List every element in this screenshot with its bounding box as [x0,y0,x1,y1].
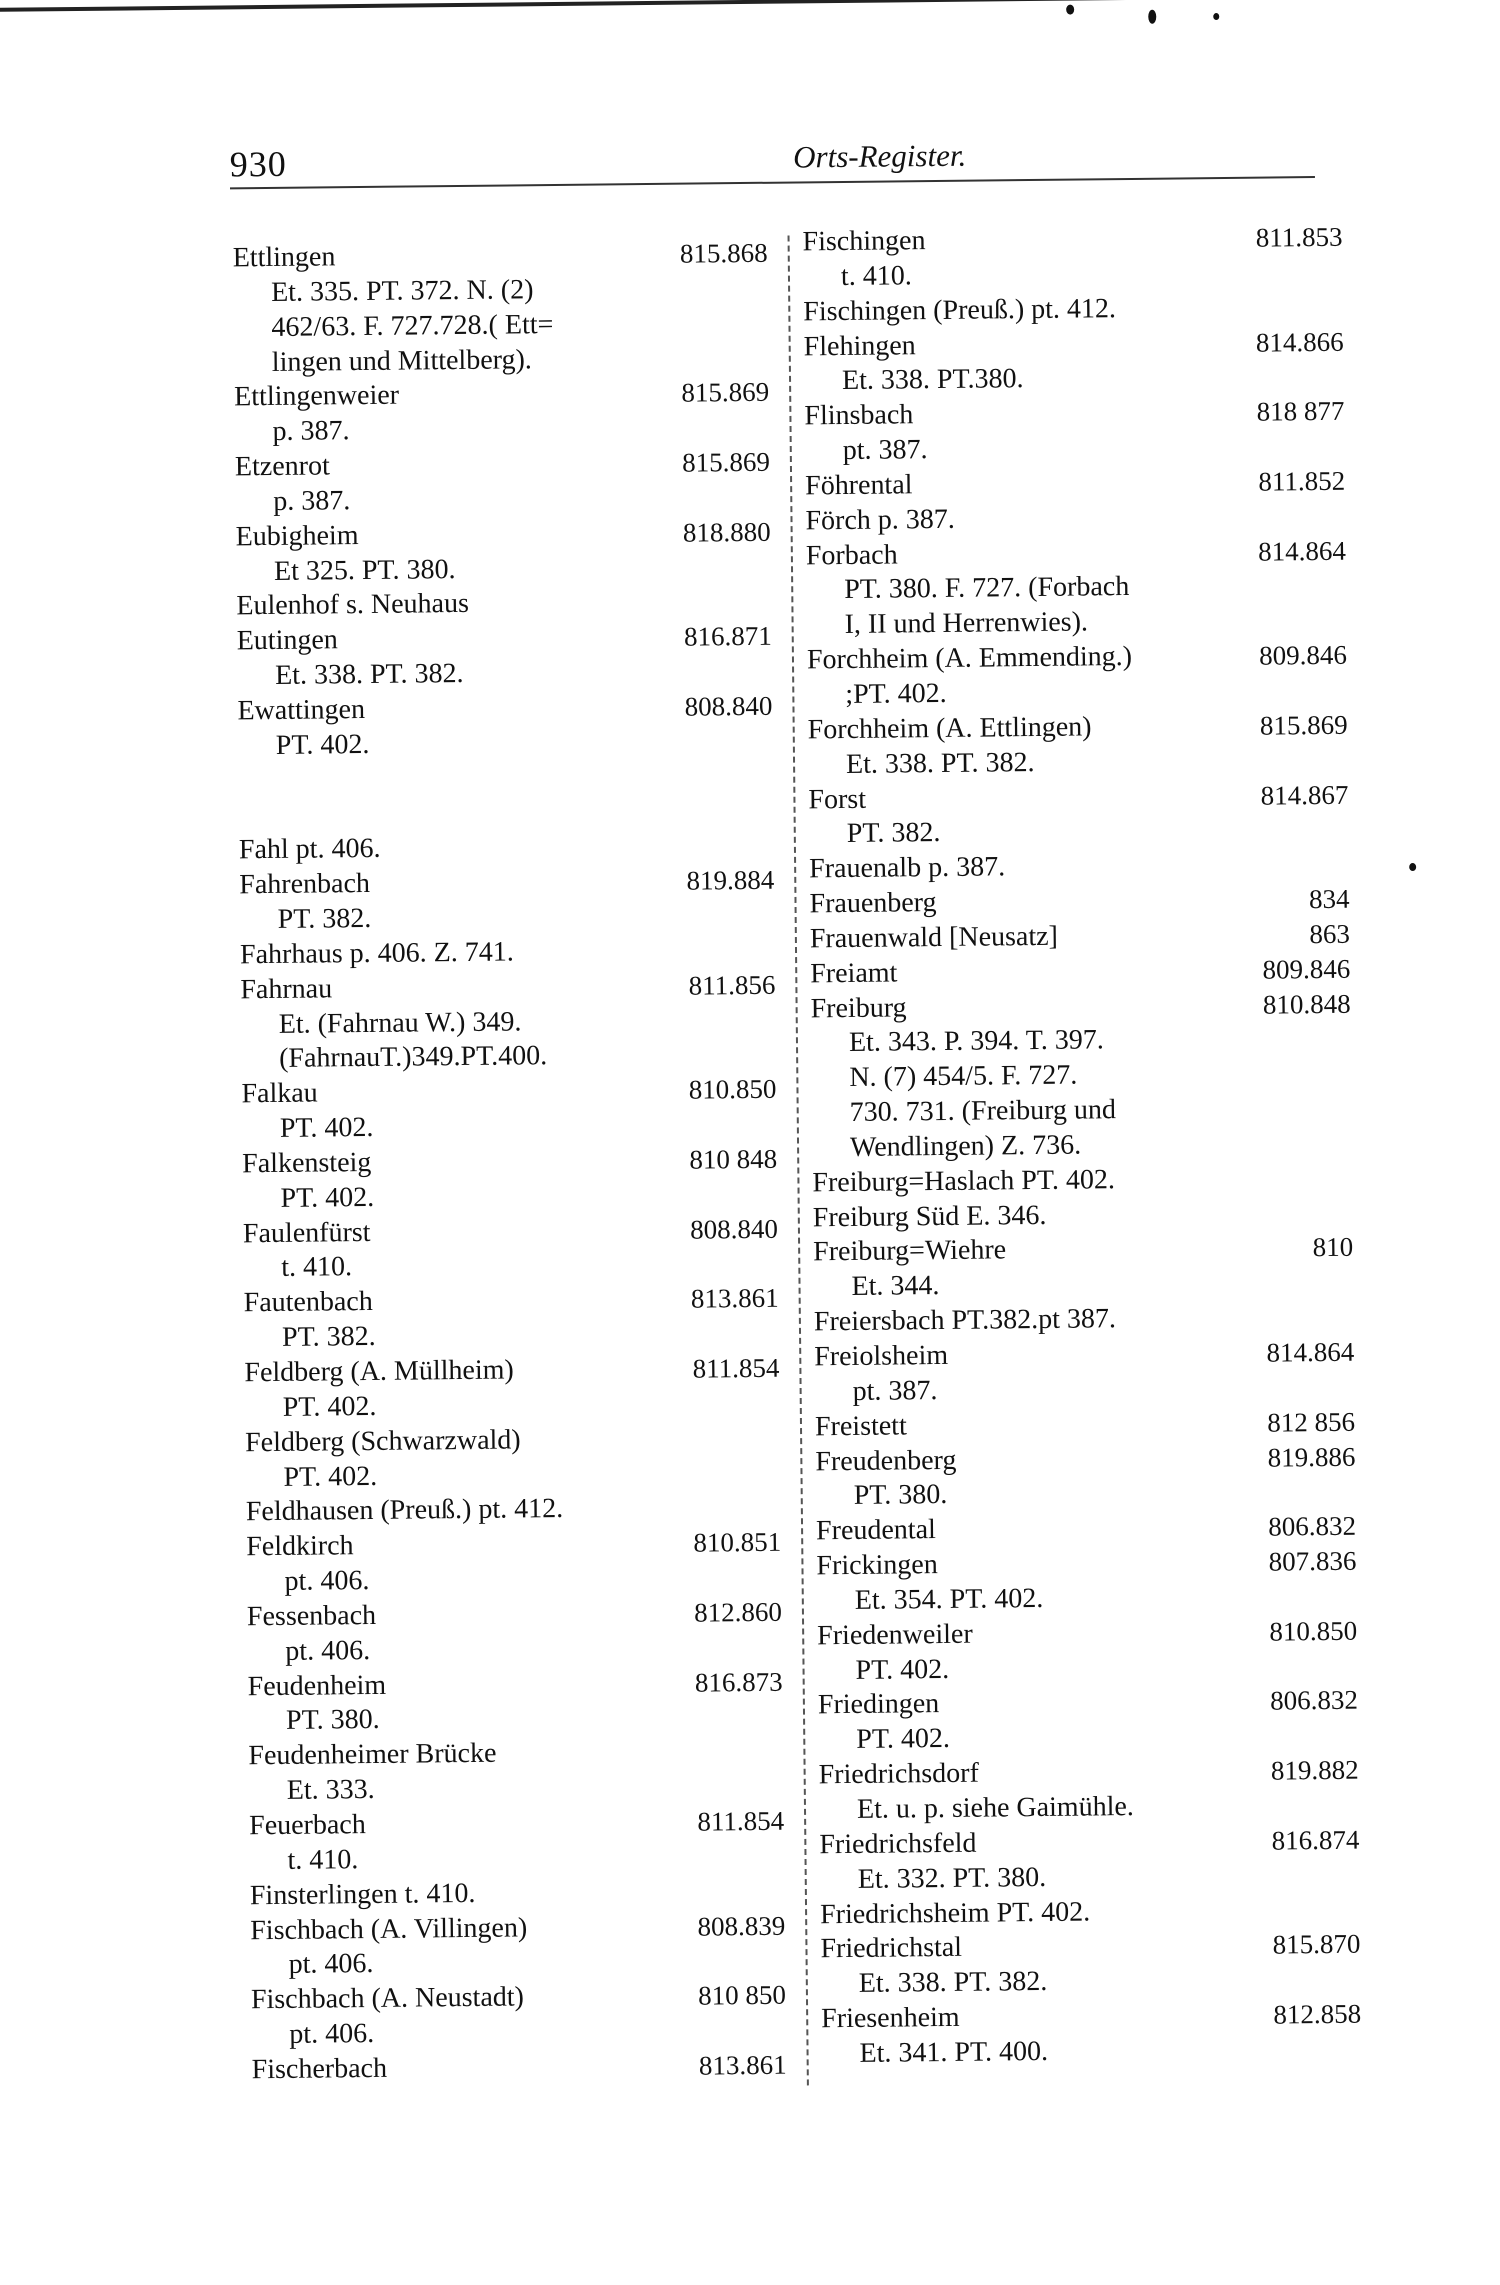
entry-text: Eutingen [236,624,338,657]
entry-page-numbers: 815.869 [1259,709,1348,741]
entry-text: pt. 406. [289,2018,375,2050]
entry-text: Freiburg [810,991,907,1024]
entry-detail-line [819,1788,1359,1828]
scan-edge [0,0,1488,12]
entry-page-numbers: 814.864 [1257,535,1347,567]
right-column [802,220,1361,2072]
entry-page-numbers: 816.874 [1271,1824,1360,1856]
entry-detail-line [248,1699,783,1739]
page-number: 930 [229,143,287,185]
entry-detail-line [239,898,774,938]
index-entry [808,777,1348,817]
entry-text: Forchheim (A. Emmending.) [806,641,1133,676]
index-entry [810,951,1350,991]
entry-detail-line [821,1962,1361,2002]
entry-page-numbers: 811.854 [697,1805,785,1837]
entry-page-numbers: 816.871 [683,621,772,652]
entry-text: Flinsbach [804,399,914,432]
entry-text: Faulenfürst [242,1216,371,1249]
entry-text: Frauenalb p. 387. [809,851,1006,885]
entry-text: PT. 402. [283,1460,378,1493]
index-entry [807,638,1347,678]
entry-text: Eubigheim [235,519,359,553]
index-entry [816,1509,1356,1549]
entry-page-numbers: 811.856 [688,969,776,1001]
index-entry [803,289,1343,329]
scan-speck [1409,863,1416,871]
entry-text: Falkensteig [242,1146,372,1180]
entry-text: p. 387. [273,485,351,517]
entry-text: Förch p. 387. [805,503,955,537]
left-column [233,236,787,2088]
entry-page-numbers: 808.840 [690,1213,779,1245]
index-entry [240,967,775,1007]
entry-page-numbers: 863 [1309,918,1351,950]
entry-text: Et. (Fahrnau W.) 349. [278,1005,522,1040]
entry-page-numbers: 815.869 [681,446,771,478]
entry-text: t. 410. [840,260,912,292]
entry-page-numbers: 810.848 [1262,988,1351,1020]
entry-text: Finsterlingen t. 410. [249,1877,476,1911]
entry-text: Falkau [241,1077,318,1110]
header-rule [230,176,1315,189]
index-entry [250,1873,785,1913]
entry-text: Et. 338. PT. 382. [845,746,1035,780]
index-entry [248,1664,783,1704]
index-entry [813,1195,1353,1235]
entry-page-numbers: 815.868 [679,237,768,269]
index-entry [815,1439,1355,1479]
entry-text: Friedrichsfeld [819,1827,977,1861]
entry-text: Forchheim (A. Ettlingen) [807,711,1092,746]
entry-text: Eulenhof s. Neuhaus [236,588,470,622]
entry-page-numbers: 806.832 [1269,1685,1359,1717]
index-entry [817,1613,1357,1653]
index-entry [809,882,1349,922]
entry-text: Frickingen [816,1549,938,1582]
index-entry [234,375,769,415]
index-entry [812,1160,1352,1200]
entry-text: Freiburg Süd E. 346. [812,1199,1047,1233]
entry-text: PT. 380. [853,1479,948,1512]
entry-page-numbers: 819.884 [686,864,775,896]
entry-text: Freiolsheim [814,1339,949,1373]
entry-text: Feudenheimer Brücke [248,1737,497,1772]
entry-detail-line [242,1176,777,1216]
entry-text: Flehingen [803,329,916,362]
index-entry [250,1908,785,1948]
entry-detail-line [237,654,772,694]
entry-text: Ettlingenweier [234,380,400,413]
entry-page-numbers: 812.858 [1273,1998,1362,2030]
entry-text: Et. 332. PT. 380. [857,1861,1047,1895]
entry-page-numbers: 811.854 [692,1352,780,1384]
entry-text: pt. 406. [284,1565,370,1597]
entry-detail-line [811,1021,1351,1061]
index-entry [241,1072,776,1112]
index-entry [235,515,770,555]
entry-text: t. 410. [281,1251,353,1284]
entry-text: PT. 382. [281,1321,376,1354]
entry-page-numbers: 814.866 [1255,326,1344,358]
entry-detail-line [807,673,1347,713]
entry-text: PT. 402. [855,1653,950,1686]
entry-page-numbers: 810 [1312,1232,1354,1263]
entry-text: Fessenbach [246,1599,377,1633]
entry-detail-line [811,1056,1351,1096]
entry-text: 730. 731. (Freiburg und [849,1094,1117,1129]
entry-text: p. 387. [272,415,350,448]
entry-detail-line [245,1386,780,1426]
entry-text: PT. 382. [846,817,941,850]
entry-detail-line [803,255,1343,295]
index-entry [238,758,773,798]
entry-text: Et 325. PT. 380. [273,553,456,587]
entry-text: Feldberg (A. Müllheim) [244,1354,514,1389]
entry-text: Forbach [805,539,898,571]
entry-text: pt. 406. [285,1634,371,1667]
index-entry [802,220,1342,260]
entry-detail-line [249,1769,784,1809]
entry-text: Feuerbach [248,1809,366,1842]
entry-text: Fahrhaus p. 406. Z. 741. [239,936,514,971]
scan-speck [1066,5,1074,15]
entry-text: Friedrichstal [820,1932,963,1965]
entry-text: 462/63. F. 727.728.( Ett= [271,308,554,343]
index-entry [804,394,1344,434]
entry-text: Feldhausen (Preuß.) pt. 412. [245,1493,564,1528]
entry-text: Friedrichsheim PT. 402. [819,1895,1091,1930]
entry-page-numbers: 806.832 [1268,1510,1357,1542]
entry-text: lingen und Mittelberg). [271,343,532,378]
entry-text: Et. 333. [286,1774,375,1807]
entry-detail-line [806,603,1346,643]
entry-detail-line [244,1316,779,1356]
entry-page-numbers: 815.869 [681,377,770,409]
index-entry [246,1490,781,1530]
index-entry [237,689,772,729]
entry-text: Ettlingen [232,241,336,274]
entry-page-numbers: 814.864 [1266,1336,1355,1368]
index-entry [808,708,1348,748]
entry-text: Föhrental [804,469,913,502]
index-entry [805,464,1345,504]
entry-detail-line [249,1838,784,1878]
entry-page-numbers: 808.840 [684,690,773,722]
entry-page-numbers: 834 [1308,883,1350,915]
entry-text: N. (7) 454/5. F. 727. [849,1059,1078,1094]
entry-detail-line [245,1455,780,1495]
index-entry [252,2048,787,2088]
entry-page-numbers: 816.873 [694,1666,783,1698]
entry-text: Et. 343. P. 394. T. 397. [848,1024,1105,1059]
entry-text: PT. 382. [277,902,372,935]
entry-text: Freistett [814,1410,907,1443]
index-entry [809,847,1349,887]
scan-speck [1213,13,1219,20]
entry-page-numbers: 808.839 [697,1910,786,1942]
entry-page-numbers: 810.851 [693,1526,782,1558]
entry-text: Freiamt [810,957,898,990]
entry-detail-line [818,1718,1358,1758]
entry-text: Freiersbach PT.382.pt 387. [813,1303,1117,1338]
index-entry [818,1753,1358,1793]
entry-text: Fischerbach [251,2052,388,2086]
entry-text: PT. 402. [280,1181,375,1214]
entry-detail-line [246,1560,781,1600]
entry-text: pt. 387. [842,434,928,467]
index-entry [247,1595,782,1635]
index-entry [820,1927,1360,1967]
entry-text: Feudenheim [247,1669,387,1702]
entry-text: Frauenwald [Neusatz] [809,920,1059,955]
entry-detail-line [813,1265,1353,1305]
entry-detail-line [812,1091,1352,1131]
entry-text: Etzenrot [234,450,330,483]
scan-speck [1148,10,1156,24]
entry-detail-line [817,1579,1357,1619]
entry-page-numbers: 818.880 [682,516,771,548]
index-entry [819,1822,1359,1862]
index-entry [816,1544,1356,1584]
index-entry [236,584,771,624]
entry-text: Fischingen (Preuß.) pt. 412. [803,292,1117,328]
index-entry [821,1997,1361,2037]
entry-text: t. 410. [287,1843,359,1876]
entry-text: Feldberg (Schwarzwald) [244,1424,521,1458]
index-entry [814,1335,1354,1375]
entry-text: Fischbach (A. Neustadt) [250,1981,525,2016]
index-entry [243,1211,778,1251]
entry-text: Friesenheim [821,2001,960,2035]
index-entry [806,533,1346,573]
entry-text: Fautenbach [243,1286,373,1319]
index-entry [237,619,772,659]
index-entry [245,1420,780,1460]
entry-text: PT. 380. [285,1704,380,1737]
index-entry [238,793,773,833]
entry-text: Fahl pt. 406. [238,833,381,866]
index-entry [242,1142,777,1182]
entry-detail-line [821,2032,1361,2072]
entry-page-numbers: 818 877 [1256,395,1345,427]
entry-page-numbers: 809.846 [1259,639,1348,671]
index-entry [249,1804,784,1844]
entry-detail-line [805,429,1345,469]
entry-text: Et. 335. PT. 372. N. (2) [270,274,534,308]
index-entry [240,933,775,973]
entry-detail-line [233,305,768,345]
entry-detail-line [812,1126,1352,1166]
index-entry [233,236,768,276]
entry-text: Friedenweiler [817,1618,973,1652]
entry-text: PT. 380. F. 727. (Forbach [844,571,1130,606]
index-entry [235,445,770,485]
index-entry [815,1404,1355,1444]
entry-page-numbers: 810 850 [698,1979,787,2011]
entry-text: Et. 338. PT. 382. [274,658,464,692]
entry-page-numbers: 819.882 [1270,1754,1359,1786]
entry-text: Feldkirch [246,1530,354,1563]
entry-text: (FahrnauT.)349.PT.400. [278,1040,548,1075]
entry-page-numbers: 810.850 [688,1073,777,1105]
entry-text: Freudenberg [815,1444,957,1477]
entry-page-numbers: 810 848 [689,1143,778,1175]
entry-detail-line [251,2013,786,2053]
entry-text: Et. 344. [851,1270,940,1303]
index-entry [814,1300,1354,1340]
index-entry [820,1892,1360,1932]
entry-detail-line [241,1037,776,1077]
entry-detail-line [242,1107,777,1147]
entry-detail-line [235,480,770,520]
entry-page-numbers: 812 856 [1267,1406,1356,1438]
entry-text: Freiburg=Haslach PT. 402. [812,1163,1116,1199]
entry-page-numbers: 811.852 [1258,465,1346,497]
entry-text: Frauenberg [809,887,937,920]
running-title: Orts-Register. [792,137,967,175]
index-entry [251,1978,786,2018]
entry-text: I, II und Herrenwies). [844,606,1089,641]
entry-text: Et. 354. PT. 402. [854,1582,1044,1616]
index-entry [810,986,1350,1026]
entry-detail-line [814,1370,1354,1410]
entry-detail-line [809,812,1349,852]
entry-text: Et. 341. PT. 400. [859,2035,1049,2069]
entry-detail-line [234,410,769,450]
entry-text: Friedrichsdorf [818,1757,979,1791]
entry-detail-line [804,359,1344,399]
entry-text: Freudental [815,1514,937,1547]
entry-detail-line [234,340,769,380]
entry-detail-line [233,271,768,311]
entry-page-numbers: 811.853 [1255,221,1343,253]
index-entry [246,1525,781,1565]
entry-text: PT. 402. [856,1723,951,1756]
entry-page-numbers: 809.846 [1262,953,1351,985]
entry-detail-line [250,1943,785,1983]
entry-text: Fischbach (A. Villingen) [250,1911,528,1946]
entry-detail-line [238,724,773,764]
entry-detail-line [808,742,1348,782]
index-entry [239,863,774,903]
entry-page-numbers: 813.861 [690,1283,779,1314]
entry-text: Friedingen [817,1688,940,1721]
entry-detail-line [236,549,771,589]
index-entry [804,324,1344,364]
entry-text: pt. 406. [288,1948,374,1981]
entry-text: Fahrnau [240,973,333,1006]
entry-text: Et. 338. PT. 382. [858,1966,1048,2000]
index-entry [239,828,774,868]
entry-page-numbers: 819.886 [1267,1441,1356,1473]
entry-page-numbers: 813.861 [698,2049,787,2081]
entry-detail-line [817,1648,1357,1688]
index-entry [244,1351,779,1391]
entry-text: Forst [808,783,867,815]
entry-text: Ewattingen [237,693,366,727]
entry-text: Fahrenbach [239,868,371,901]
entry-text: PT. 402. [279,1112,374,1145]
index-entry [813,1230,1353,1270]
entry-detail-line [243,1246,778,1286]
entry-page-numbers: 807.836 [1268,1545,1357,1577]
entry-text: Et. 338. PT.380. [841,363,1024,397]
entry-page-numbers: 814.867 [1260,779,1349,811]
entry-detail-line [816,1474,1356,1514]
entry-text: pt. 387. [852,1374,938,1407]
entry-text: Wendlingen) Z. 736. [849,1129,1082,1163]
index-entry [248,1734,783,1774]
index-entry [818,1683,1358,1723]
index-entry [810,917,1350,957]
entry-detail-line [241,1002,776,1042]
entry-page-numbers: 810.850 [1269,1615,1358,1647]
entry-text: PT. 402. [282,1390,377,1423]
entry-detail-line [247,1629,782,1669]
entry-text: Fischingen [802,225,926,258]
entry-detail-line [806,568,1346,608]
entry-page-numbers: 812.860 [694,1596,783,1628]
entry-text: Freiburg=Wiehre [813,1234,1007,1268]
entry-page-numbers: 815.870 [1272,1928,1361,1960]
entry-text: Et. u. p. siehe Gaimühle. [856,1790,1134,1825]
index-entry [805,498,1345,538]
entry-text: ;PT. 402. [845,677,947,710]
index-entry [244,1281,779,1321]
entry-detail-line [820,1857,1360,1897]
entry-text: PT. 402. [275,728,370,761]
